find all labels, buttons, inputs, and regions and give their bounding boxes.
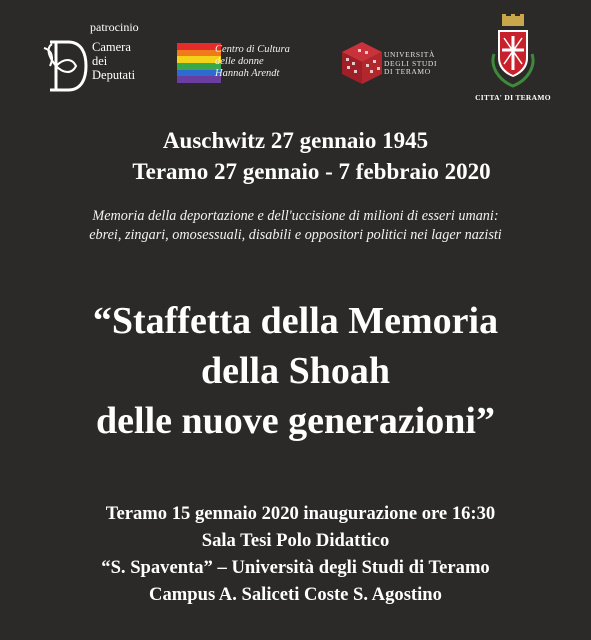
universita-text (384, 51, 454, 77)
event-line: Sala Tesi Polo Didattico (201, 530, 390, 551)
universita-line: DEGLI STUDI (384, 58, 438, 68)
title-line: della Shoah (200, 350, 391, 392)
event-line: Campus A. Saliceti Coste S. Agostino (149, 584, 442, 605)
citta-crest-icon (488, 14, 538, 90)
date-line: Teramo 27 gennaio - 7 febbraio 2020 (132, 159, 491, 184)
universita-line: DI TERAMO (384, 67, 431, 76)
event-title (0, 296, 591, 446)
patrocinio-label: patrocinio (90, 20, 139, 34)
centro-cultura-logo (177, 43, 317, 87)
universita-logo (340, 40, 450, 90)
centro-cultura-text: Centro di Cultura delle donne Hannah Arendt (215, 44, 290, 79)
event-line: “S. Spaventa” – Università degli Studi di Teramo (101, 557, 490, 578)
logo-bar (0, 0, 591, 115)
event-line: Teramo 15 gennaio 2020 inaugurazione ore 16:30 (105, 503, 496, 524)
camera-line: Camera (92, 40, 131, 54)
citta-teramo-logo (468, 14, 558, 106)
memoria-line: ebrei, zingari, omosessuali, disabili e oppositori politici nei lager nazisti (89, 227, 502, 243)
camera-deputati-name (92, 40, 172, 82)
camera-line: dei (92, 54, 108, 68)
memoria-line: Memoria della deportazione e dell'uccisione di milioni di esseri umani: (92, 208, 499, 224)
title-line: delle nuove generazioni” (96, 400, 495, 442)
universita-line: UNIVERSITÀ (384, 50, 435, 59)
event-details (0, 500, 591, 608)
dates-heading (0, 125, 591, 187)
camera-deputati-logo (42, 20, 172, 95)
camera-line: Deputati (92, 68, 136, 82)
citta-teramo-text: CITTA' DI TERAMO (475, 93, 551, 102)
title-line: “Staffetta della Memoria (92, 300, 499, 342)
memoria-subtitle (0, 207, 591, 245)
universita-cube-icon (340, 40, 384, 86)
date-line: Auschwitz 27 gennaio 1945 (162, 128, 429, 153)
camera-deputati-emblem-icon (42, 36, 88, 96)
